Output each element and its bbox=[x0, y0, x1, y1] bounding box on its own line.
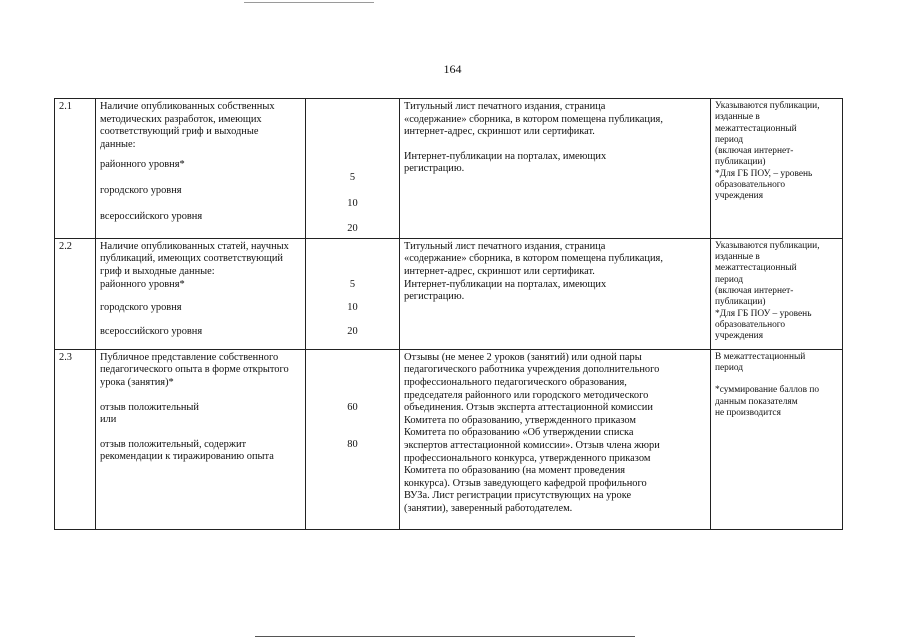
level-label: городского уровня bbox=[100, 302, 182, 314]
note-line: Указываются публикации, bbox=[715, 101, 820, 111]
evidence-line: Комитета по образованию «Об утверждении списка bbox=[404, 427, 634, 439]
note-line: межаттестационный bbox=[715, 263, 797, 274]
evidence-line: Титульный лист печатного издания, страница bbox=[404, 101, 606, 112]
level-label: отзыв положительный, содержит bbox=[100, 438, 247, 450]
score-cell bbox=[306, 349, 400, 529]
criteria-table bbox=[54, 98, 843, 530]
note-line: не производится bbox=[715, 407, 781, 418]
indicator-line: данные: bbox=[100, 138, 136, 150]
score-value: 5 bbox=[349, 278, 356, 290]
note-line: *Для ГБ ПОУ, – уровень bbox=[715, 168, 813, 179]
evidence-line: Комитета по образованию (на момент проведения bbox=[404, 465, 626, 477]
score-value: 10 bbox=[347, 197, 358, 209]
evidence-line: ВУЗа. Лист регистрации присутствующих на уроке bbox=[404, 490, 632, 502]
score-value: 5 bbox=[349, 172, 356, 183]
evidence-line: Интернет-публикации на порталах, имеющих bbox=[404, 150, 607, 162]
note-line: (включая интернет- bbox=[715, 285, 794, 296]
score-cell bbox=[306, 99, 400, 239]
page-number: 164 bbox=[443, 62, 462, 76]
level-label: городского уровня bbox=[100, 184, 182, 196]
indicator-cell bbox=[96, 99, 306, 239]
indicator-line: Наличие опубликованных статей, научных bbox=[100, 240, 289, 252]
note-line: учреждения bbox=[715, 331, 764, 342]
evidence-line: регистрацию. bbox=[404, 291, 465, 303]
note-line: учреждения bbox=[715, 191, 764, 202]
note-line: изданные в bbox=[715, 112, 760, 123]
evidence-cell bbox=[400, 349, 711, 529]
note-line: межаттестационный bbox=[715, 123, 797, 134]
indicator-line: соответствующий гриф и выходные bbox=[100, 126, 259, 138]
note-line: публикации) bbox=[715, 297, 766, 308]
note-line: (включая интернет- bbox=[715, 146, 794, 157]
indicator-line: гриф и выходные данные: bbox=[100, 265, 215, 277]
indicator-line: урока (занятия)* bbox=[100, 376, 174, 388]
evidence-line: Отзывы (не менее 2 уроков (занятий) или одной пары bbox=[404, 351, 642, 363]
note-cell bbox=[711, 238, 843, 349]
evidence-line: педагогического работника учреждения дополнительного bbox=[404, 364, 660, 376]
indicator-line: публикаций, имеющих соответствующий bbox=[100, 253, 283, 265]
score-value: 20 bbox=[347, 223, 358, 235]
level-label: всероссийского уровня bbox=[100, 210, 203, 222]
evidence-line: регистрацию. bbox=[404, 163, 465, 175]
top-edge-rule bbox=[244, 2, 374, 3]
evidence-line: конкурса). Отзыв заведующего кафедрой профильного bbox=[404, 477, 647, 489]
evidence-line: профессионального конкурса, утвержденного приказом bbox=[404, 452, 651, 464]
note-line: период bbox=[715, 363, 744, 374]
table-row bbox=[55, 238, 843, 349]
indicator-line: методических разработок, имеющих bbox=[100, 113, 262, 125]
note-line: изданные в bbox=[715, 252, 760, 263]
row-number: 2.3 bbox=[55, 349, 96, 529]
row-number: 2.1 bbox=[55, 99, 96, 239]
evidence-line: интернет-адрес, скриншот или сертификат. bbox=[404, 265, 595, 277]
score-value: 10 bbox=[347, 302, 358, 314]
evidence-line: профессионального педагогического образования, bbox=[404, 376, 627, 388]
level-label: всероссийского уровня bbox=[100, 325, 203, 337]
note-line: период bbox=[715, 274, 744, 285]
score-value: 80 bbox=[347, 439, 358, 451]
note-cell bbox=[711, 99, 843, 239]
evidence-cell bbox=[400, 238, 711, 349]
note-line: В межаттестационный bbox=[715, 351, 806, 362]
evidence-line: председателя районного или городского методического bbox=[404, 389, 649, 401]
indicator-cell bbox=[96, 349, 306, 529]
indicator-line: Наличие опубликованных собственных bbox=[100, 101, 275, 112]
level-label: районного уровня* bbox=[100, 159, 185, 171]
indicator-line: Публичное представление собственного bbox=[100, 351, 279, 363]
score-cell bbox=[306, 238, 400, 349]
evidence-line: объединения. Отзыв эксперта аттестационной комиссии bbox=[404, 402, 653, 414]
score-value: 20 bbox=[347, 325, 358, 337]
bottom-edge-rule bbox=[255, 636, 635, 637]
evidence-line: Титульный лист печатного издания, страница bbox=[404, 240, 606, 252]
note-line: данным показателям bbox=[715, 396, 798, 407]
note-line: Указываются публикации, bbox=[715, 240, 820, 251]
note-line: *суммирование баллов по bbox=[715, 385, 820, 396]
note-line: период bbox=[715, 134, 744, 145]
level-label: или bbox=[100, 414, 117, 426]
level-label: отзыв положительный bbox=[100, 401, 199, 413]
evidence-line: интернет-адрес, скриншот или сертификат. bbox=[404, 126, 595, 138]
evidence-line: экспертов аттестационной комиссии». Отзыв члена жюри bbox=[404, 439, 660, 451]
evidence-line: Комитета по образованию, утвержденного приказом bbox=[404, 414, 636, 426]
level-label: районного уровня* bbox=[100, 278, 185, 290]
row-number: 2.2 bbox=[55, 238, 96, 349]
level-label: рекомендации к тиражированию опыта bbox=[100, 451, 274, 463]
indicator-cell bbox=[96, 238, 306, 349]
score-value: 60 bbox=[347, 401, 358, 413]
evidence-cell bbox=[400, 99, 711, 239]
table-row bbox=[55, 99, 843, 239]
note-cell bbox=[711, 349, 843, 529]
note-line: образовательного bbox=[715, 319, 786, 330]
evidence-line: Интернет-публикации на порталах, имеющих bbox=[404, 278, 607, 290]
evidence-line: «содержание» сборника, в котором помещена публикация, bbox=[404, 253, 663, 265]
indicator-line: педагогического опыта в форме открытого bbox=[100, 364, 289, 376]
note-line: образовательного bbox=[715, 180, 786, 191]
evidence-line: «содержание» сборника, в котором помещена публикация, bbox=[404, 113, 663, 125]
note-line: *Для ГБ ПОУ – уровень bbox=[715, 308, 812, 319]
table-row bbox=[55, 349, 843, 529]
evidence-line: (занятии), заверенный работодателем. bbox=[404, 502, 573, 514]
note-line: публикации) bbox=[715, 157, 766, 168]
